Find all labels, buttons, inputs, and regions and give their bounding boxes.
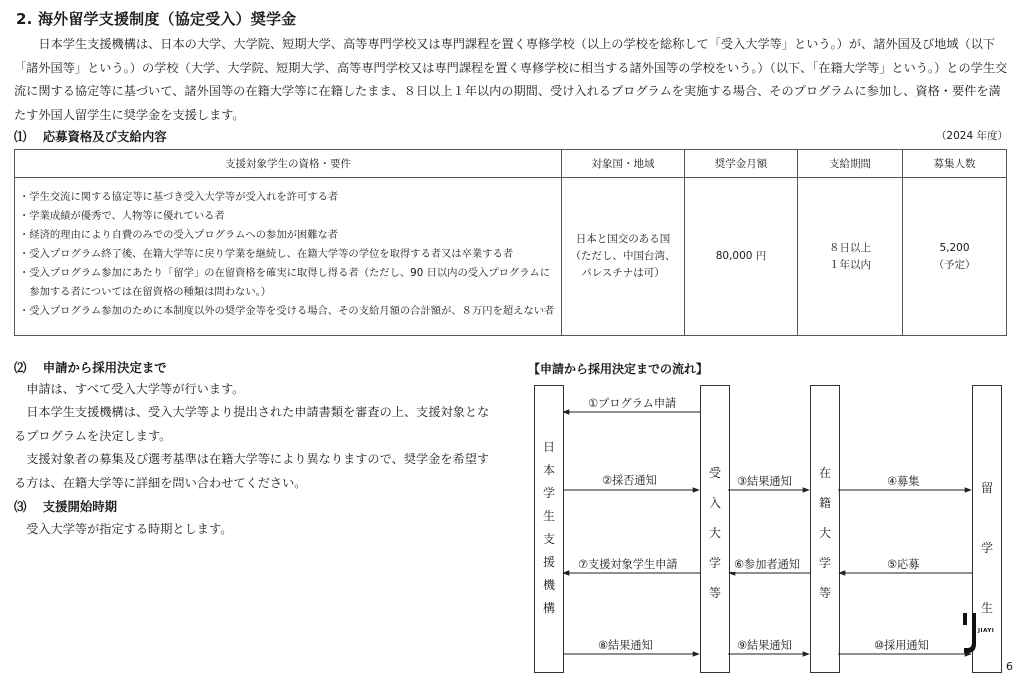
subsection-2-title: 申請から採用決定まで bbox=[42, 360, 167, 375]
requirement-item: ・ 受入プログラム参加のために本制度以外の奨学金等を受ける場合、その支給月額の合計額が、８万円を超えない者 bbox=[19, 305, 555, 317]
paragraph: 日本学生支援機構は、受入大学等より提出された申請書類を審査の上、支援対象となるプログラムを決定します。 bbox=[14, 405, 490, 443]
paragraph: 支援対象者の募集及び選考基準は在籍大学等により異なりますので、奨学金を希望する方は、在籍大学等に詳細を問い合わせてください。 bbox=[14, 452, 490, 490]
subsection-3-body: 受入大学等が指定する時期とします。 bbox=[26, 522, 233, 536]
flow-step-8-label: ⑧結果通知 bbox=[598, 639, 653, 652]
subsection-3-title: 支援開始時期 bbox=[42, 499, 118, 514]
flow-step-6-label: ⑥参加者通知 bbox=[734, 558, 800, 571]
header-amount: 奨学金月額 bbox=[685, 150, 798, 178]
flow-step-7-label: ⑦支援対象学生申請 bbox=[578, 558, 678, 571]
logo-wordmark: JIAYI bbox=[978, 628, 995, 634]
requirement-item: ・ 学生交流に関する協定等に基づき受入大学等が受入れを許可する者 bbox=[19, 191, 339, 203]
flow-title: 【申請から採用決定までの流れ】 bbox=[528, 362, 709, 376]
flow-step-9-label: ⑨結果通知 bbox=[737, 639, 792, 652]
intro-paragraph: 日本学生支援機構は、日本の大学、大学院、短期大学、高等専門学校又は専門課程を置く専修学校（以上の学校を総称して「受入大学等」という。）が、諸外国及び地域（以下「諸外国等」という。）の学校（大学、大学院、短期大学、高等専門学校又は専門課程を置く専修学校に相当する諸外国等の学校をいう。）（以下、「在籍大学等」という。）との学生交流に関する協定等に基づいて、諸外国等の在籍大学等に在籍したまま、８日以上１年以内の期間、受け入れるプログラムを実施する場合、そのプログラムに参加し、資格・要件を満たす外国人留学生に奨学金を支援します。 bbox=[14, 37, 1008, 122]
flow-step-5-label: ⑤応募 bbox=[887, 558, 920, 571]
flow-step-4-label: ④募集 bbox=[887, 475, 920, 488]
header-requirements: 支援対象学生の資格・要件 bbox=[15, 150, 562, 178]
paragraph: 申請は、すべて受入大学等が行います。 bbox=[26, 382, 245, 396]
amount-cell: 80,000 円 bbox=[685, 178, 798, 336]
header-region: 対象国・地域 bbox=[562, 150, 685, 178]
flow-box-jasso-label: 日 本 学 生 支 援 機 構 bbox=[542, 440, 555, 615]
region-cell: 日本と国交のある国 （ただし、中国台湾、 パレスチナは可） bbox=[562, 178, 685, 336]
flow-box-student-label: 留 学 生 bbox=[980, 481, 993, 615]
requirement-item: ・ 学業成績が優秀で、人物等に優れている者 bbox=[19, 210, 225, 222]
jiayi-logo bbox=[960, 610, 1004, 660]
requirement-item: ・ 経済的理由により自費のみでの受入プログラムへの参加が困難な者 bbox=[19, 229, 339, 241]
flow-step-2-label: ②採否通知 bbox=[602, 474, 657, 487]
requirement-item: ・ 受入プログラム終了後、在籍大学等に戻り学業を継続し、在籍大学等の学位を取得する者又は卒業する者 bbox=[19, 248, 514, 260]
subsection-1-number: ⑴ bbox=[14, 129, 27, 144]
subsection-1-title: 応募資格及び支給内容 bbox=[42, 129, 167, 144]
requirement-item: ・ 受入プログラム参加にあたり「留学」の在留資格を確実に取得し得る者（ただし、90 日以内の受入プログラムに参加する者については在留資格の種類は問わない。） bbox=[19, 267, 551, 298]
count-cell: 5,200 （予定） bbox=[903, 178, 1007, 336]
flow-box-host-label: 受 入 大 学 等 bbox=[708, 466, 721, 600]
period-cell: ８日以上 １年以内 bbox=[798, 178, 903, 336]
page-number: 6 bbox=[1006, 660, 1013, 673]
flow-step-3-label: ③結果通知 bbox=[737, 475, 792, 488]
flow-box-home-label: 在 籍 大 学 等 bbox=[818, 466, 831, 600]
flow-step-10-label: ⑩採用通知 bbox=[874, 639, 929, 652]
fiscal-year: （2024 年度） bbox=[935, 130, 1008, 142]
header-period: 支給期間 bbox=[798, 150, 903, 178]
subsection-3-number: ⑶ bbox=[14, 499, 27, 514]
subsection-2-number: ⑵ bbox=[14, 360, 27, 375]
header-count: 募集人数 bbox=[903, 150, 1007, 178]
section-title: 2. 海外留学支援制度（協定受入）奨学金 bbox=[16, 10, 297, 28]
flow-step-1-label: ①プログラム申請 bbox=[588, 397, 677, 410]
